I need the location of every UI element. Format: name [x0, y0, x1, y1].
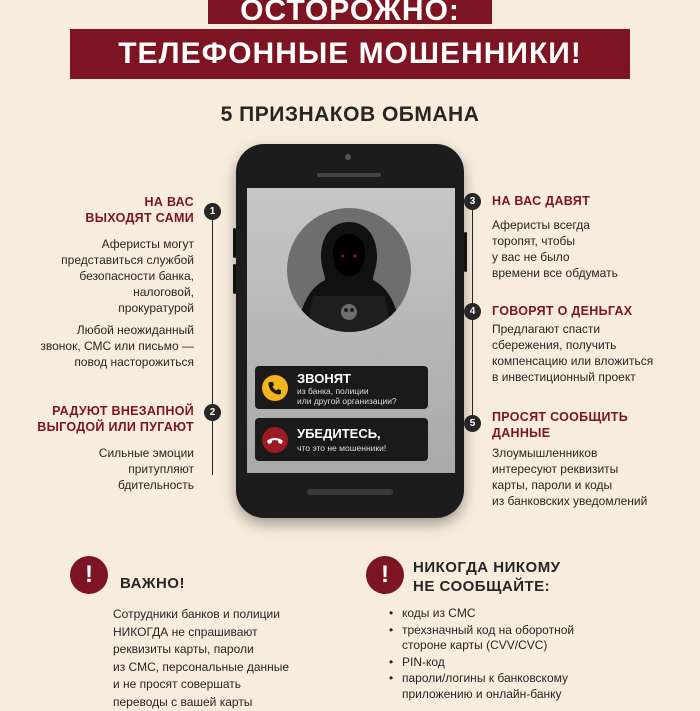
front-camera	[345, 154, 351, 160]
list-item: • PIN-код	[386, 655, 686, 671]
call-card-verify	[255, 418, 428, 461]
phone-power-button	[464, 232, 467, 272]
card-2-title: УБЕДИТЕСЬ,	[297, 426, 381, 441]
timeline-line-left	[212, 205, 213, 475]
warning-icon: !	[70, 556, 108, 594]
home-indicator	[307, 489, 393, 495]
card-1-sub-2: или другой организации?	[297, 396, 397, 406]
warning-icon: !	[366, 556, 404, 594]
sign-1-title: НА ВАС ВЫХОДЯТ САМИ	[85, 195, 194, 225]
hacker-avatar-icon	[287, 208, 411, 332]
sign-5-title: ПРОСЯТ СООБЩИТЬ ДАННЫЕ	[492, 410, 628, 440]
important-text: Сотрудники банков и полиции НИКОГДА не спрашивают реквизиты карты, пароли из СМС, персональные данные и не просят совершать переводы с вашей карты	[113, 607, 290, 709]
list-item: • трехзначный код на оборотной стороне карты (CVV/CVC)	[386, 623, 686, 654]
header-line-1: ОСТОРОЖНО:	[240, 0, 460, 27]
answer-phone-icon[interactable]	[262, 375, 288, 401]
sign-3-number: 3	[464, 193, 481, 210]
sign-2-number: 2	[204, 404, 221, 421]
phone-side-button	[233, 264, 236, 294]
header-line-2: ТЕЛЕФОННЫЕ МОШЕННИКИ!	[118, 37, 582, 70]
sign-4-text: Предлагают спасти сбережения, получить компенсацию или вложиться в инвестиционный проект	[492, 322, 654, 384]
sign-3-text: Аферисты всегда торопят, чтобы у вас не было времени все обдумать	[492, 218, 618, 280]
phone-side-button	[233, 228, 236, 258]
never-title: НИКОГДА НИКОМУ НЕ СООБЩАЙТЕ:	[413, 559, 561, 595]
sign-2-text: Сильные эмоции притупляют бдительность	[98, 446, 194, 492]
card-1-sub-1: из банка, полиции	[297, 386, 369, 396]
sign-4-title: ГОВОРЯТ О ДЕНЬГАХ	[492, 304, 633, 318]
sign-2-title: РАДУЮТ ВНЕЗАПНОЙ ВЫГОДОЙ ИЛИ ПУГАЮТ	[37, 404, 194, 434]
never-list	[386, 606, 686, 703]
important-title: ВАЖНО!	[120, 575, 185, 592]
list-item: • пароли/логины к банковскому приложению и онлайн-банку	[386, 671, 686, 702]
card-1-title: ЗВОНЯТ	[297, 371, 351, 386]
call-card-incoming	[255, 366, 428, 409]
hangup-phone-icon[interactable]	[262, 427, 288, 453]
sign-5-number: 5	[464, 415, 481, 432]
phone-speaker	[317, 173, 381, 177]
sign-4-number: 4	[464, 303, 481, 320]
sign-1-text-2: Любой неожиданный звонок, СМС или письмо — повод насторожиться	[40, 323, 194, 369]
list-item: • коды из СМС	[386, 606, 686, 622]
sign-5-text: Злоумышленников интересуют реквизиты карты, пароли и коды из банковских уведомлений	[492, 446, 648, 508]
card-2-sub-1: что это не мошенники!	[297, 443, 387, 453]
subtitle: 5 ПРИЗНАКОВ ОБМАНА	[220, 103, 480, 126]
sign-1-number: 1	[204, 203, 221, 220]
sign-1-text: Аферисты могут представиться службой безопасности банка, налоговой, прокуратурой	[61, 237, 194, 315]
sign-3-title: НА ВАС ДАВЯТ	[492, 194, 591, 208]
